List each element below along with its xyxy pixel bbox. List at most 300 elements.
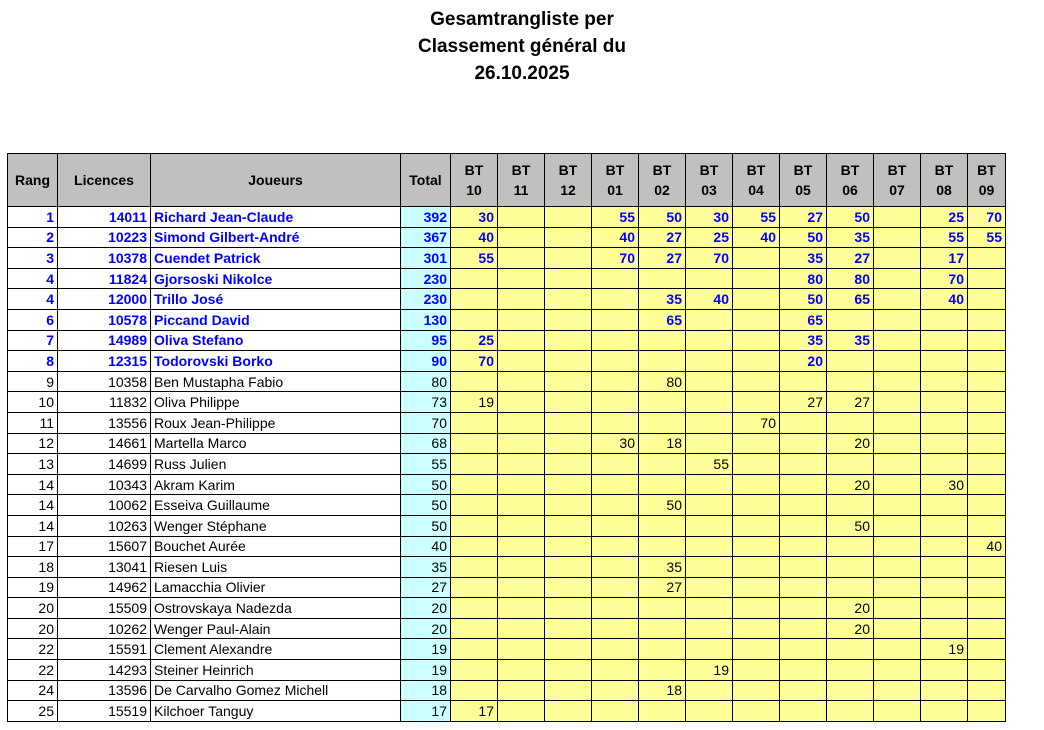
bt-score-cell: [639, 660, 686, 681]
bt-score-cell: [498, 412, 545, 433]
bt-score-cell: 35: [827, 227, 874, 248]
bt-score-cell: [780, 515, 827, 536]
bt-score-cell: 70: [733, 412, 780, 433]
bt-score-cell: [827, 412, 874, 433]
bt-score-cell: [921, 536, 968, 557]
bt-score-cell: [968, 392, 1006, 413]
bt-score-cell: [498, 680, 545, 701]
bt-score-cell: [733, 557, 780, 578]
header-bt-4: [639, 154, 686, 207]
total-cell: 80: [401, 371, 451, 392]
bt-score-cell: [874, 454, 921, 475]
bt-score-cell: [592, 289, 639, 310]
header-bt-label: BT: [793, 162, 813, 178]
bt-score-cell: [874, 515, 921, 536]
bt-score-cell: [592, 618, 639, 639]
table-row: [8, 577, 1006, 598]
bt-score-cell: [545, 412, 592, 433]
bt-score-cell: [545, 227, 592, 248]
total-cell: 95: [401, 330, 451, 351]
header-bt-label: BT: [746, 162, 766, 178]
page-title: [0, 6, 1044, 87]
bt-score-cell: [451, 680, 498, 701]
rang-cell: 12: [8, 433, 58, 454]
header-bt-number: 02: [654, 182, 670, 198]
rang-cell: 1: [8, 207, 58, 228]
title-line-1: Gesamtrangliste per: [430, 9, 614, 30]
bt-score-cell: [733, 639, 780, 660]
table-row: [8, 639, 1006, 660]
table-row: [8, 351, 1006, 372]
bt-score-cell: 27: [827, 248, 874, 269]
bt-score-cell: [733, 309, 780, 330]
bt-score-cell: [921, 495, 968, 516]
licence-cell: 13556: [58, 412, 151, 433]
bt-score-cell: [451, 557, 498, 578]
joueur-cell: Cuendet Patrick: [151, 248, 401, 269]
bt-score-cell: 20: [827, 598, 874, 619]
rang-cell: 4: [8, 268, 58, 289]
total-cell: 19: [401, 660, 451, 681]
bt-score-cell: [780, 495, 827, 516]
bt-score-cell: [451, 639, 498, 660]
total-cell: 19: [401, 639, 451, 660]
bt-score-cell: 40: [968, 536, 1006, 557]
bt-score-cell: [545, 639, 592, 660]
total-cell: 20: [401, 598, 451, 619]
table-row: [8, 248, 1006, 269]
bt-score-cell: 50: [639, 495, 686, 516]
bt-score-cell: [498, 330, 545, 351]
bt-score-cell: 18: [639, 680, 686, 701]
licence-cell: 11832: [58, 392, 151, 413]
header-bt-number: 07: [889, 182, 905, 198]
bt-score-cell: [874, 412, 921, 433]
bt-score-cell: [921, 412, 968, 433]
table-row: [8, 660, 1006, 681]
bt-score-cell: [592, 680, 639, 701]
total-cell: 367: [401, 227, 451, 248]
header-bt-label: BT: [652, 162, 672, 178]
joueur-cell: Steiner Heinrich: [151, 660, 401, 681]
bt-score-cell: [780, 557, 827, 578]
bt-score-cell: 35: [780, 248, 827, 269]
bt-score-cell: [968, 557, 1006, 578]
bt-score-cell: 40: [451, 227, 498, 248]
bt-score-cell: 20: [827, 474, 874, 495]
bt-score-cell: 27: [639, 227, 686, 248]
rang-cell: 22: [8, 639, 58, 660]
bt-score-cell: [498, 660, 545, 681]
table-row: [8, 309, 1006, 330]
bt-score-cell: 40: [686, 289, 733, 310]
bt-score-cell: [592, 474, 639, 495]
bt-score-cell: [733, 330, 780, 351]
header-bt-number: 08: [936, 182, 952, 198]
bt-score-cell: [592, 639, 639, 660]
header-bt-number: 11: [513, 182, 529, 198]
ranking-table: [7, 153, 1006, 722]
header-bt-number: 03: [701, 182, 717, 198]
bt-score-cell: [686, 618, 733, 639]
bt-score-cell: [874, 268, 921, 289]
bt-score-cell: [733, 495, 780, 516]
bt-score-cell: [592, 268, 639, 289]
rang-cell: 13: [8, 454, 58, 475]
licence-cell: 10263: [58, 515, 151, 536]
bt-score-cell: [498, 474, 545, 495]
bt-score-cell: [498, 495, 545, 516]
bt-score-cell: [686, 268, 733, 289]
bt-score-cell: [968, 248, 1006, 269]
bt-score-cell: 70: [921, 268, 968, 289]
table-row: [8, 330, 1006, 351]
total-cell: 55: [401, 454, 451, 475]
table-row: [8, 433, 1006, 454]
joueur-cell: Ostrovskaya Nadezda: [151, 598, 401, 619]
header-bt-label: BT: [464, 162, 484, 178]
bt-score-cell: [780, 618, 827, 639]
joueur-cell: Esseiva Guillaume: [151, 495, 401, 516]
licence-cell: 14699: [58, 454, 151, 475]
rang-cell: 14: [8, 495, 58, 516]
bt-score-cell: [874, 598, 921, 619]
bt-score-cell: [733, 392, 780, 413]
joueur-cell: De Carvalho Gomez Michell: [151, 680, 401, 701]
bt-score-cell: [780, 598, 827, 619]
licence-cell: 10578: [58, 309, 151, 330]
table-row: [8, 474, 1006, 495]
bt-score-cell: [780, 454, 827, 475]
bt-score-cell: [451, 474, 498, 495]
rang-cell: 20: [8, 598, 58, 619]
header-bt-5: [686, 154, 733, 207]
rang-cell: 11: [8, 412, 58, 433]
bt-score-cell: [545, 309, 592, 330]
bt-score-cell: 55: [686, 454, 733, 475]
bt-score-cell: [733, 289, 780, 310]
licence-cell: 15519: [58, 701, 151, 722]
rang-cell: 9: [8, 371, 58, 392]
licence-cell: 10223: [58, 227, 151, 248]
bt-score-cell: 55: [733, 207, 780, 228]
joueur-cell: Oliva Stefano: [151, 330, 401, 351]
bt-score-cell: [545, 557, 592, 578]
total-cell: 40: [401, 536, 451, 557]
bt-score-cell: 80: [827, 268, 874, 289]
header-bt-label: BT: [934, 162, 954, 178]
bt-score-cell: [498, 248, 545, 269]
bt-score-cell: [545, 392, 592, 413]
bt-score-cell: [686, 515, 733, 536]
table-row: [8, 680, 1006, 701]
bt-score-cell: 40: [592, 227, 639, 248]
bt-score-cell: [780, 536, 827, 557]
rang-cell: 4: [8, 289, 58, 310]
bt-score-cell: [545, 330, 592, 351]
joueur-cell: Ben Mustapha Fabio: [151, 371, 401, 392]
bt-score-cell: [968, 660, 1006, 681]
joueur-cell: Oliva Philippe: [151, 392, 401, 413]
bt-score-cell: [874, 495, 921, 516]
total-cell: 130: [401, 309, 451, 330]
bt-score-cell: [827, 536, 874, 557]
total-cell: 230: [401, 268, 451, 289]
bt-score-cell: [733, 433, 780, 454]
table-row: [8, 289, 1006, 310]
bt-score-cell: 30: [451, 207, 498, 228]
header-bt-number: 12: [560, 182, 576, 198]
bt-score-cell: [545, 474, 592, 495]
licence-cell: 14661: [58, 433, 151, 454]
bt-score-cell: 70: [968, 207, 1006, 228]
table-row: [8, 515, 1006, 536]
bt-score-cell: [874, 557, 921, 578]
licence-cell: 10358: [58, 371, 151, 392]
bt-score-cell: [874, 392, 921, 413]
bt-score-cell: [498, 433, 545, 454]
bt-score-cell: 30: [921, 474, 968, 495]
bt-score-cell: [592, 701, 639, 722]
bt-score-cell: [686, 495, 733, 516]
bt-score-cell: [733, 701, 780, 722]
bt-score-cell: [733, 351, 780, 372]
bt-score-cell: 30: [686, 207, 733, 228]
bt-score-cell: [874, 660, 921, 681]
table-row: [8, 557, 1006, 578]
bt-score-cell: 80: [639, 371, 686, 392]
bt-score-cell: [498, 371, 545, 392]
bt-score-cell: [921, 557, 968, 578]
bt-score-cell: 40: [733, 227, 780, 248]
bt-score-cell: 50: [827, 207, 874, 228]
licence-cell: 10262: [58, 618, 151, 639]
bt-score-cell: [874, 577, 921, 598]
bt-score-cell: [451, 309, 498, 330]
bt-score-cell: [592, 412, 639, 433]
joueur-cell: Lamacchia Olivier: [151, 577, 401, 598]
licence-cell: 15607: [58, 536, 151, 557]
bt-score-cell: [874, 330, 921, 351]
bt-score-cell: [874, 680, 921, 701]
licence-cell: 14011: [58, 207, 151, 228]
licence-cell: 10378: [58, 248, 151, 269]
header-bt-0: [451, 154, 498, 207]
bt-score-cell: [592, 454, 639, 475]
joueur-cell: Russ Julien: [151, 454, 401, 475]
table-row: [8, 268, 1006, 289]
bt-score-cell: [545, 701, 592, 722]
table-row: [8, 392, 1006, 413]
bt-score-cell: [733, 680, 780, 701]
bt-score-cell: [968, 289, 1006, 310]
licence-cell: 15591: [58, 639, 151, 660]
bt-score-cell: 40: [921, 289, 968, 310]
header-bt-label: BT: [840, 162, 860, 178]
licence-cell: 10062: [58, 495, 151, 516]
header-licences: Licences: [58, 154, 151, 207]
licence-cell: 14293: [58, 660, 151, 681]
table-row: [8, 454, 1006, 475]
bt-score-cell: [498, 557, 545, 578]
bt-score-cell: 35: [639, 557, 686, 578]
table-row: [8, 598, 1006, 619]
bt-score-cell: [827, 577, 874, 598]
bt-score-cell: [874, 207, 921, 228]
bt-score-cell: 65: [827, 289, 874, 310]
bt-score-cell: 35: [780, 330, 827, 351]
bt-score-cell: [545, 660, 592, 681]
bt-score-cell: [686, 392, 733, 413]
bt-score-cell: [451, 618, 498, 639]
bt-score-cell: 30: [592, 433, 639, 454]
bt-score-cell: [686, 330, 733, 351]
bt-score-cell: [498, 515, 545, 536]
bt-score-cell: [874, 639, 921, 660]
bt-score-cell: [733, 454, 780, 475]
bt-score-cell: [639, 515, 686, 536]
rang-cell: 14: [8, 474, 58, 495]
bt-score-cell: [545, 289, 592, 310]
bt-score-cell: [921, 660, 968, 681]
bt-score-cell: 27: [827, 392, 874, 413]
licence-cell: 14962: [58, 577, 151, 598]
title-line-2: Classement général du: [417, 36, 627, 57]
rang-cell: 18: [8, 557, 58, 578]
bt-score-cell: [968, 371, 1006, 392]
bt-score-cell: [968, 598, 1006, 619]
licence-cell: 12315: [58, 351, 151, 372]
joueur-cell: Trillo José: [151, 289, 401, 310]
header-bt-label: BT: [558, 162, 578, 178]
bt-score-cell: [592, 309, 639, 330]
bt-score-cell: [827, 660, 874, 681]
bt-score-cell: [686, 701, 733, 722]
bt-score-cell: [498, 701, 545, 722]
licence-cell: 11824: [58, 268, 151, 289]
rang-cell: 3: [8, 248, 58, 269]
bt-score-cell: [451, 412, 498, 433]
bt-score-cell: [545, 351, 592, 372]
bt-score-cell: [780, 701, 827, 722]
header-bt-label: BT: [977, 162, 996, 178]
bt-score-cell: [733, 268, 780, 289]
total-cell: 50: [401, 495, 451, 516]
bt-score-cell: [827, 454, 874, 475]
header-bt-6: [733, 154, 780, 207]
total-cell: 18: [401, 680, 451, 701]
rang-cell: 8: [8, 351, 58, 372]
rang-cell: 10: [8, 392, 58, 413]
joueur-cell: Akram Karim: [151, 474, 401, 495]
bt-score-cell: [921, 701, 968, 722]
bt-score-cell: [686, 598, 733, 619]
bt-score-cell: [498, 639, 545, 660]
total-cell: 68: [401, 433, 451, 454]
bt-score-cell: [592, 371, 639, 392]
bt-score-cell: [639, 330, 686, 351]
bt-score-cell: [451, 289, 498, 310]
bt-score-cell: [639, 412, 686, 433]
bt-score-cell: [921, 433, 968, 454]
bt-score-cell: [874, 351, 921, 372]
bt-score-cell: [733, 598, 780, 619]
total-cell: 392: [401, 207, 451, 228]
bt-score-cell: 19: [686, 660, 733, 681]
bt-score-cell: [780, 474, 827, 495]
bt-score-cell: [592, 557, 639, 578]
rang-cell: 19: [8, 577, 58, 598]
header-bt-number: 04: [748, 182, 764, 198]
bt-score-cell: [827, 371, 874, 392]
joueur-cell: Riesen Luis: [151, 557, 401, 578]
bt-score-cell: [827, 557, 874, 578]
bt-score-cell: [686, 639, 733, 660]
total-cell: 70: [401, 412, 451, 433]
header-bt-number: 10: [466, 182, 482, 198]
bt-score-cell: [921, 392, 968, 413]
bt-score-cell: [451, 536, 498, 557]
header-total: Total: [401, 154, 451, 207]
bt-score-cell: [921, 680, 968, 701]
bt-score-cell: 25: [451, 330, 498, 351]
bt-score-cell: [686, 680, 733, 701]
bt-score-cell: 70: [451, 351, 498, 372]
bt-score-cell: [780, 412, 827, 433]
bt-score-cell: [592, 660, 639, 681]
bt-score-cell: [592, 330, 639, 351]
bt-score-cell: 27: [639, 577, 686, 598]
bt-score-cell: [545, 495, 592, 516]
bt-score-cell: [498, 392, 545, 413]
bt-score-cell: [921, 454, 968, 475]
bt-score-cell: [968, 515, 1006, 536]
header-row: [8, 154, 1006, 207]
bt-score-cell: [827, 309, 874, 330]
bt-score-cell: [874, 309, 921, 330]
joueur-cell: Piccand David: [151, 309, 401, 330]
bt-score-cell: [498, 268, 545, 289]
bt-score-cell: [968, 680, 1006, 701]
table-row: [8, 412, 1006, 433]
bt-score-cell: 55: [592, 207, 639, 228]
rang-cell: 17: [8, 536, 58, 557]
total-cell: 73: [401, 392, 451, 413]
total-cell: 50: [401, 474, 451, 495]
bt-score-cell: [874, 289, 921, 310]
bt-score-cell: [451, 371, 498, 392]
header-bt-9: [874, 154, 921, 207]
licence-cell: 13596: [58, 680, 151, 701]
bt-score-cell: [498, 289, 545, 310]
total-cell: 17: [401, 701, 451, 722]
bt-score-cell: [498, 454, 545, 475]
joueur-cell: Richard Jean-Claude: [151, 207, 401, 228]
bt-score-cell: 27: [639, 248, 686, 269]
bt-score-cell: 65: [639, 309, 686, 330]
bt-score-cell: [592, 351, 639, 372]
bt-score-cell: 55: [921, 227, 968, 248]
bt-score-cell: [968, 701, 1006, 722]
bt-score-cell: [686, 577, 733, 598]
bt-score-cell: [545, 248, 592, 269]
rang-cell: 24: [8, 680, 58, 701]
bt-score-cell: 50: [827, 515, 874, 536]
rang-cell: 20: [8, 618, 58, 639]
bt-score-cell: [498, 536, 545, 557]
bt-score-cell: [733, 660, 780, 681]
bt-score-cell: 17: [921, 248, 968, 269]
